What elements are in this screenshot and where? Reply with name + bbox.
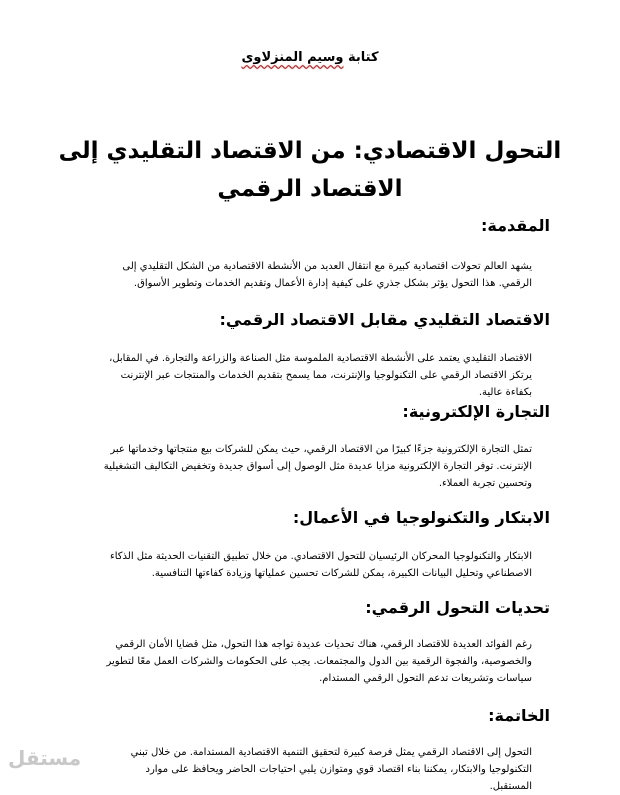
section-body-traditional-vs-digital: الاقتصاد التقليدي يعتمد على الأنشطة الاقتصادية الملموسة مثل الصناعة والزراعة والتجارة. في المقابل، يرتكز الاقتصاد الرقمي على التكنولوجيا والإنترنت، مما يسمح بتقديم الخدمات والمنتجات عبر الإنترنت بكفاءة عالية. — [109, 353, 532, 398]
section-heading-innovation: الابتكار والتكنولوجيا في الأعمال: — [292, 508, 550, 527]
author-prefix: كتابة — [343, 50, 379, 65]
section-heading-conclusion: الخاتمة: — [488, 706, 550, 725]
section-body-challenges: رغم الفوائد العديدة للاقتصاد الرقمي، هناك تحديات عديدة تواجه هذا التحول، مثل قضايا الأمان الرقمي والخصوصية، والفجوة الرقمية بين الدول والمجتمعات. يجب على الحكومات والشركات العمل معًا لتطوير سياسات وتشريعات تدعم التحول الرقمي المستدام. — [106, 639, 532, 684]
section-body-introduction: يشهد العالم تحولات اقتصادية كبيرة مع انتقال العديد من الأنشطة الاقتصادية من الشكل التقليدي إلى الرقمي. هذا التحول يؤثر بشكل جذري على كيفية إدارة الأعمال وتقديم الخدمات وتطوير الأسواق. — [122, 261, 532, 289]
section-body-innovation: الابتكار والتكنولوجيا المحركان الرئيسيان للتحول الاقتصادي. من خلال تطبيق التقنيات الحديثة مثل الذكاء الاصطناعي وتحليل البيانات الكبيرة، يمكن للشركات تحسين عملياتها وزيادة كفاءتها التنافسية. — [110, 551, 532, 579]
section-body-conclusion: التحول إلى الاقتصاد الرقمي يمثل فرصة كبيرة لتحقيق التنمية الاقتصادية المستدامة. من خلال تبني التكنولوجيا والابتكار، يمكننا بناء اقتصاد قوي ومتوازن يلبي احتياجات الحاضر ويحافظ على موارد المستقبل. — [130, 747, 532, 792]
section-heading-challenges: تحديات التحول الرقمي: — [365, 598, 550, 617]
watermark-logo: مستقل — [8, 746, 82, 770]
author-name: وسيم المنزلاوى — [241, 50, 344, 65]
section-heading-introduction: المقدمة: — [481, 216, 550, 235]
section-heading-traditional-vs-digital: الاقتصاد التقليدي مقابل الاقتصاد الرقمي: — [219, 310, 550, 329]
section-body-ecommerce: تمثل التجارة الإلكترونية جزءًا كبيرًا من الاقتصاد الرقمي، حيث يمكن للشركات بيع منتجاتها وخدماتها عبر الإنترنت. توفر التجارة الإلكترونية مزايا عديدة مثل الوصول إلى أسواق جديدة وتخفيض التكاليف التشغيلية وتحسين تجربة العملاء. — [103, 444, 532, 489]
document-title: التحول الاقتصادي: من الاقتصاد التقليدي إلى الاقتصاد الرقمي — [58, 138, 562, 202]
section-heading-ecommerce: التجارة الإلكترونية: — [402, 402, 550, 421]
author-line — [0, 50, 620, 65]
